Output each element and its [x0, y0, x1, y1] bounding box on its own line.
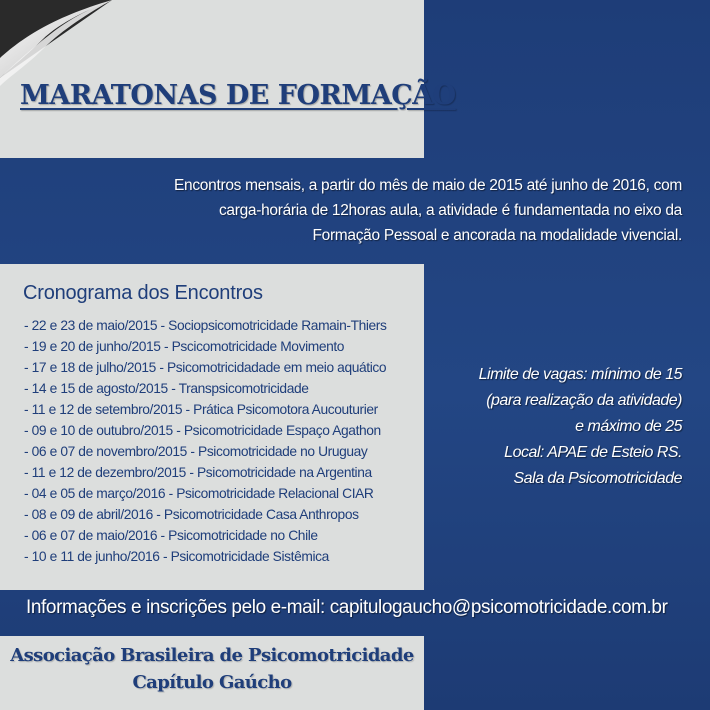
schedule-item: - 10 e 11 de junho/2016 - Psicomotricidade Sistêmica: [24, 549, 329, 564]
schedule-item: - 06 e 07 de novembro/2015 - Psicomotricidade no Uruguay: [24, 444, 368, 459]
venue-info: [422, 362, 682, 492]
intro-line: carga-horária de 12horas aula, a atividade é fundamentada no eixo da: [218, 202, 682, 219]
info-line: Local: APAE de Esteio RS.: [504, 444, 682, 461]
contact-text: Informações e inscrições pelo e-mail: capitulogaucho@psicomotricidade.com.br: [26, 597, 668, 618]
organization-name: Associação Brasileira de Psicomotricidade: [10, 645, 414, 666]
schedule-item: - 04 e 05 de março/2016 - Psicomotricidade Relacional CIAR: [24, 486, 374, 501]
schedule-item: - 14 e 15 de agosto/2015 - Transpsicomotricidade: [24, 381, 309, 396]
info-line: (para realização da atividade): [486, 392, 682, 409]
schedule-item: - 17 e 18 de julho/2015 - Psicomotricidadade em meio aquático: [24, 360, 387, 375]
schedule-item: - 06 e 07 de maio/2016 - Psicomotricidade no Chile: [24, 528, 318, 543]
schedule-item: - 22 e 23 de maio/2015 - Sociopsicomotricidade Ramain-Thiers: [24, 318, 387, 333]
page-title: MARATONAS DE FORMAÇÃO: [20, 80, 456, 111]
info-line: e máximo de 25: [575, 418, 682, 435]
intro-text: [122, 173, 682, 248]
schedule-item: - 08 e 09 de abril/2016 - Psicomotricidade Casa Anthropos: [24, 507, 359, 522]
schedule-item: - 09 e 10 de outubro/2015 - Psicomotricidade Espaço Agathon: [24, 423, 381, 438]
organization-chapter: Capítulo Gaúcho: [132, 672, 292, 693]
schedule-heading: Cronograma dos Encontros: [23, 282, 263, 304]
schedule-item: - 11 e 12 de setembro/2015 - Prática Psicomotora Aucouturier: [24, 402, 378, 417]
intro-line: Formação Pessoal e ancorada na modalidade vivencial.: [312, 227, 682, 244]
schedule-list: [24, 315, 387, 567]
info-line: Sala da Psicomotricidade: [513, 470, 682, 487]
intro-line: Encontros mensais, a partir do mês de maio de 2015 até junho de 2016, com: [174, 177, 682, 194]
info-line: Limite de vagas: mínimo de 15: [478, 366, 682, 383]
schedule-item: - 19 e 20 de junho/2015 - Pscicomotricidade Movimento: [24, 339, 345, 354]
schedule-item: - 11 e 12 de dezembro/2015 - Psicomotricidade na Argentina: [24, 465, 372, 480]
